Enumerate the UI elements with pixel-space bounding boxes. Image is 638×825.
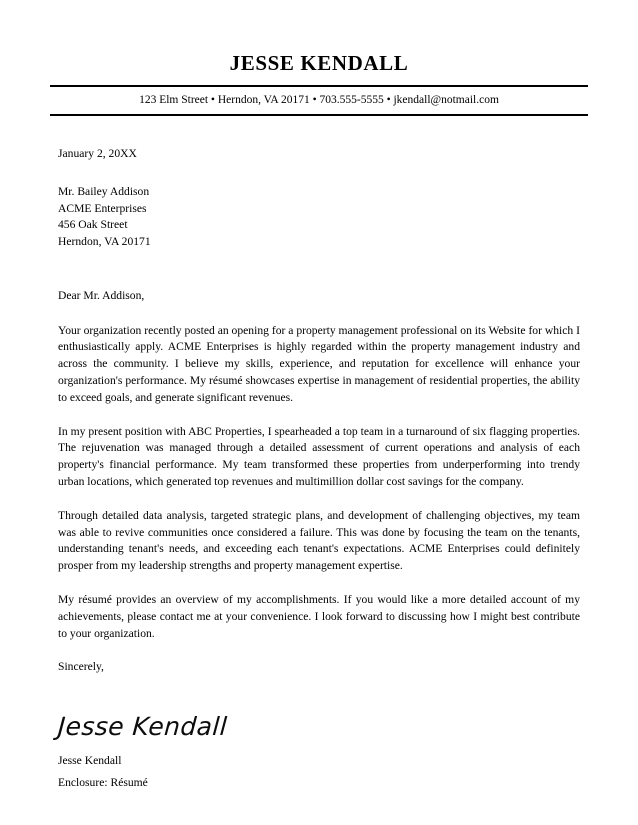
recipient-address-block xyxy=(58,184,580,250)
page-title: JESSE KENDALL xyxy=(229,51,409,75)
salutation: Dear Mr. Addison, xyxy=(58,289,145,303)
contact-info-line: 123 Elm Street • Herndon, VA 20171 • 703.555-5555 • jkendall@notmail.com xyxy=(139,94,499,107)
letter-paragraph: Your organization recently posted an opening for a property management professional on its Website for which I enthusiastically apply. ACME Enterprises is highly regarded within the property management industry and across the community. I believe my skills, experience, and reputation for excellence will enhance your organization's performance. My résumé showcases expertise in management of residential properties, the ability to exceed goals, and generate significant revenues. xyxy=(58,323,580,404)
letterhead xyxy=(0,0,638,116)
handwritten-signature: Jesse Kendall xyxy=(56,711,229,741)
letter-paragraph: Through detailed data analysis, targeted strategic plans, and development of challenging objectives, my team was able to revive communities once considered a failure. This was done by focusing the team on the tenants, understanding tenant's needs, and exceeding each tenant's expectations. ACME Enterprises could definitely prosper from my leadership strengths and property management expertise. xyxy=(58,508,580,573)
closing-line: Sincerely, xyxy=(58,660,104,674)
letter-body xyxy=(58,116,580,792)
enclosure-line: Enclosure: Résumé xyxy=(58,776,148,790)
letter-paragraph: In my present position with ABC Properties, I spearheaded a top team in a turnaround of six flagging properties. The rejuvenation was managed through a detailed assessment of current operations and analysis of each property's financial performance. My team transformed these properties from underperforming into trendy urban locations, which generated top revenues and multimillion dollar cost savings for the company. xyxy=(58,424,580,488)
date-line: January 2, 20XX xyxy=(58,146,137,160)
recipient-street: 456 Oak Street xyxy=(58,218,128,232)
signature-printed-name: Jesse Kendall xyxy=(58,753,122,767)
letter-paragraph: My résumé provides an overview of my accomplishments. If you would like a more detailed account of my achievements, please contact me at your convenience. I look forward to discussing how I might best contribute to your organization. xyxy=(58,592,580,640)
recipient-company: ACME Enterprises xyxy=(58,201,147,215)
recipient-city-state-zip: Herndon, VA 20171 xyxy=(58,234,151,248)
recipient-name: Mr. Bailey Addison xyxy=(58,185,150,199)
